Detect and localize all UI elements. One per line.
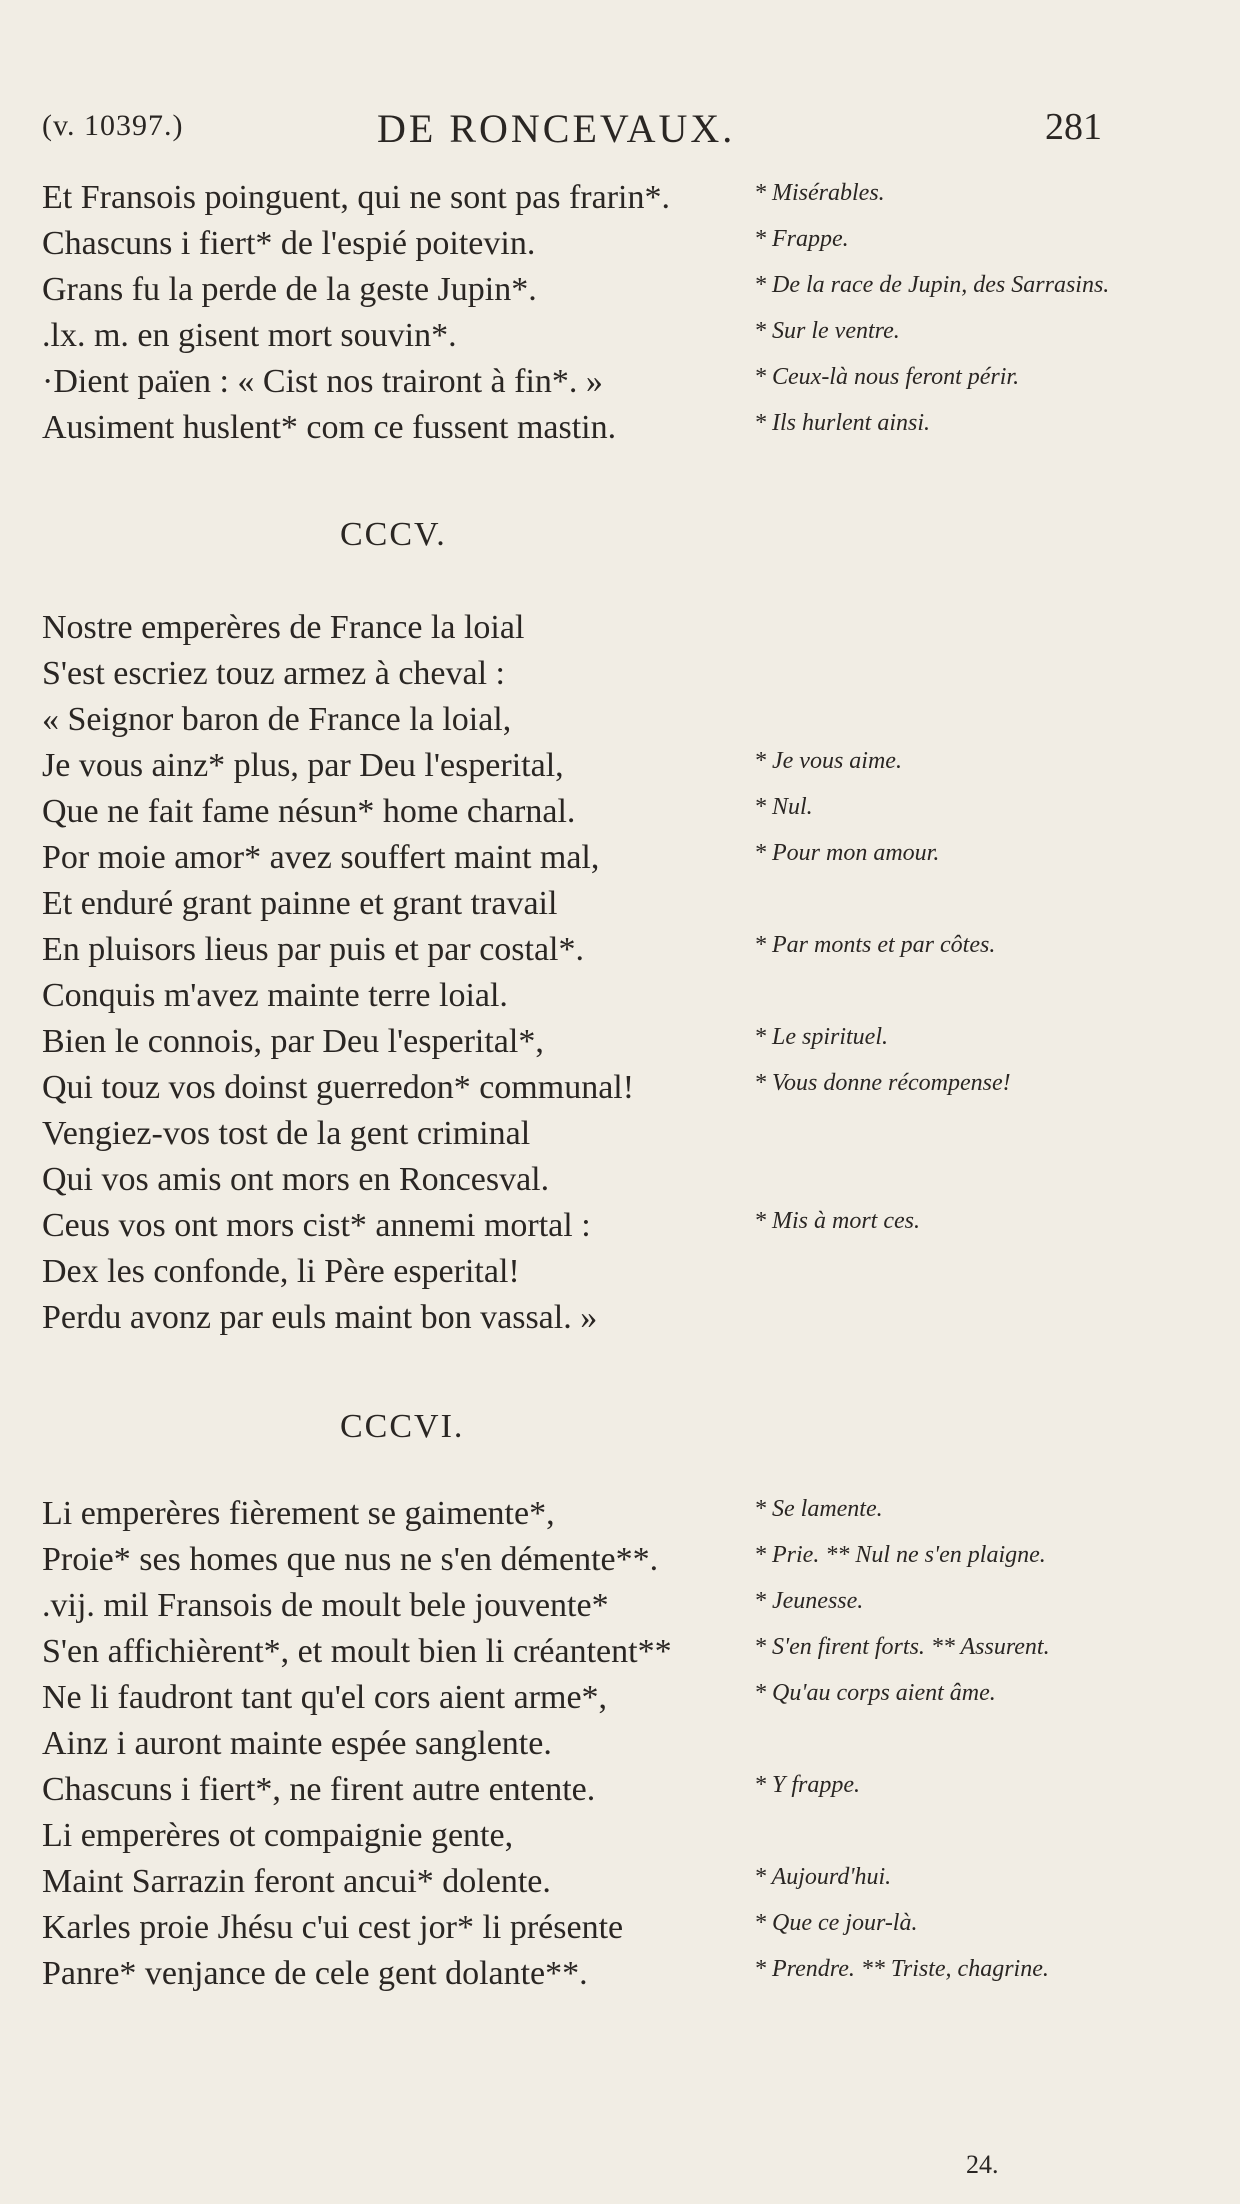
gloss-note: * Y frappe. [754, 1772, 861, 1798]
verse-line: Qui touz vos doinst guerredon* communal! [42, 1069, 635, 1106]
verse-row [42, 1816, 1122, 1862]
stanza-heading-cccv: CCCV. [340, 516, 447, 553]
verse-row [42, 1954, 1122, 2000]
verse-line: Por moie amor* avez souffert maint mal, [42, 839, 600, 876]
gloss-note: * Je vous aime. [754, 748, 902, 774]
verse-line: .vij. mil Fransois de moult bele jouvente* [42, 1587, 609, 1624]
verse-row [42, 1678, 1122, 1724]
verse-row [42, 1068, 1122, 1114]
verse-line: Maint Sarrazin feront ancui* dolente. [42, 1863, 551, 1900]
stanza-heading-cccvi: CCCVI. [340, 1408, 465, 1445]
verse-line: Dex les confonde, li Père esperital! [42, 1253, 520, 1290]
gloss-note: * Que ce jour-là. [754, 1910, 918, 1936]
verse-line: S'est escriez touz armez à cheval : [42, 655, 506, 692]
verse-row [42, 362, 1122, 408]
verse-row [42, 1770, 1122, 1816]
verse-reference: (v. 10397.) [42, 109, 184, 142]
verse-row [42, 838, 1122, 884]
gloss-note: * Frappe. [754, 226, 849, 252]
verse-row [42, 1632, 1122, 1678]
verse-line: Nostre emperères de France la loial [42, 609, 525, 646]
gloss-note: * Ils hurlent ainsi. [754, 410, 931, 436]
verse-row [42, 1206, 1122, 1252]
running-header [42, 105, 1102, 155]
verse-line: Li emperères ot compaignie gente, [42, 1817, 514, 1854]
verse-line: Qui vos amis ont mors en Roncesval. [42, 1161, 550, 1198]
gloss-note: * Nul. [754, 794, 813, 820]
verse-row [42, 884, 1122, 930]
verse-line: Ne li faudront tant qu'el cors aient arme*, [42, 1679, 608, 1716]
gloss-note: * Mis à mort ces. [754, 1208, 920, 1234]
verse-row [42, 1114, 1122, 1160]
signature-mark: 24. [966, 2150, 999, 2179]
verse-line: Vengiez-vos tost de la gent criminal [42, 1115, 531, 1152]
verse-row [42, 654, 1122, 700]
verse-line: Proie* ses homes que nus ne s'en démente**. [42, 1541, 659, 1578]
verse-line: Chascuns i fiert*, ne firent autre entente. [42, 1771, 596, 1808]
gloss-note: * Prie. ** Nul ne s'en plaigne. [754, 1542, 1046, 1568]
verse-line: Grans fu la perde de la geste Jupin*. [42, 271, 537, 308]
verse-line: « Seignor baron de France la loial, [42, 701, 512, 738]
verse-line: Perdu avonz par euls maint bon vassal. » [42, 1299, 598, 1336]
page-number: 281 [1045, 106, 1102, 148]
verse-row [42, 1862, 1122, 1908]
verse-row [42, 608, 1122, 654]
gloss-note: * Par monts et par côtes. [754, 932, 996, 958]
verse-line: Karles proie Jhésu c'ui cest jor* li présente [42, 1909, 624, 1946]
stanza-cccv [42, 608, 1122, 1344]
gloss-note: * De la race de Jupin, des Sarrasins. [754, 272, 1110, 298]
verse-row [42, 1252, 1122, 1298]
verse-row [42, 792, 1122, 838]
verse-line: Chascuns i fiert* de l'espié poitevin. [42, 225, 536, 262]
verse-line: Bien le connois, par Deu l'esperital*, [42, 1023, 544, 1060]
gloss-note: * Sur le ventre. [754, 318, 900, 344]
verse-row [42, 700, 1122, 746]
verse-line: ·Dient païen : « Cist nos trairont à fin*. » [42, 363, 603, 400]
verse-row [42, 1298, 1122, 1344]
gloss-note: * Aujourd'hui. [754, 1864, 892, 1890]
verse-line: S'en affichièrent*, et moult bien li créantent** [42, 1633, 672, 1670]
verse-row [42, 1494, 1122, 1540]
running-title: DE RONCEVAUX. [377, 106, 736, 151]
verse-row [42, 408, 1122, 454]
gloss-note: * Jeunesse. [754, 1588, 864, 1614]
gloss-note: * Ceux-là nous feront périr. [754, 364, 1020, 390]
gloss-note: * Se lamente. [754, 1496, 883, 1522]
verse-row [42, 976, 1122, 1022]
verse-line: Conquis m'avez mainte terre loial. [42, 977, 508, 1014]
verse-row [42, 1022, 1122, 1068]
verse-row [42, 930, 1122, 976]
verse-row [42, 746, 1122, 792]
verse-line: Ceus vos ont mors cist* annemi mortal : [42, 1207, 591, 1244]
gloss-note: * Prendre. ** Triste, chagrine. [754, 1956, 1049, 1982]
stanza-cccvi [42, 1494, 1122, 2000]
verse-row [42, 1160, 1122, 1206]
verse-line: Et enduré grant painne et grant travail [42, 885, 558, 922]
verse-row [42, 270, 1122, 316]
verse-line: Panre* venjance de cele gent dolante**. [42, 1955, 588, 1992]
verse-line: Ausiment huslent* com ce fussent mastin. [42, 409, 617, 446]
stanza-continuation [42, 178, 1122, 454]
verse-row [42, 316, 1122, 362]
verse-line: Li emperères fièrement se gaimente*, [42, 1495, 555, 1532]
verse-line: Que ne fait fame nésun* home charnal. [42, 793, 576, 830]
verse-row [42, 1586, 1122, 1632]
verse-row [42, 1724, 1122, 1770]
gloss-note: * Le spirituel. [754, 1024, 889, 1050]
verse-row [42, 1908, 1122, 1954]
gloss-note: * Misérables. [754, 180, 885, 206]
verse-line: Je vous ainz* plus, par Deu l'esperital, [42, 747, 564, 784]
verse-line: Ainz i auront mainte espée sanglente. [42, 1725, 552, 1762]
gloss-note: * S'en firent forts. ** Assurent. [754, 1634, 1050, 1660]
verse-row [42, 178, 1122, 224]
verse-line: En pluisors lieus par puis et par costal*. [42, 931, 585, 968]
verse-row [42, 224, 1122, 270]
gloss-note: * Qu'au corps aient âme. [754, 1680, 996, 1706]
verse-row [42, 1540, 1122, 1586]
gloss-note: * Pour mon amour. [754, 840, 940, 866]
verse-line: Et Fransois poinguent, qui ne sont pas frarin*. [42, 179, 670, 216]
gloss-note: * Vous donne récompense! [754, 1070, 1011, 1096]
verse-line: .lx. m. en gisent mort souvin*. [42, 317, 457, 354]
